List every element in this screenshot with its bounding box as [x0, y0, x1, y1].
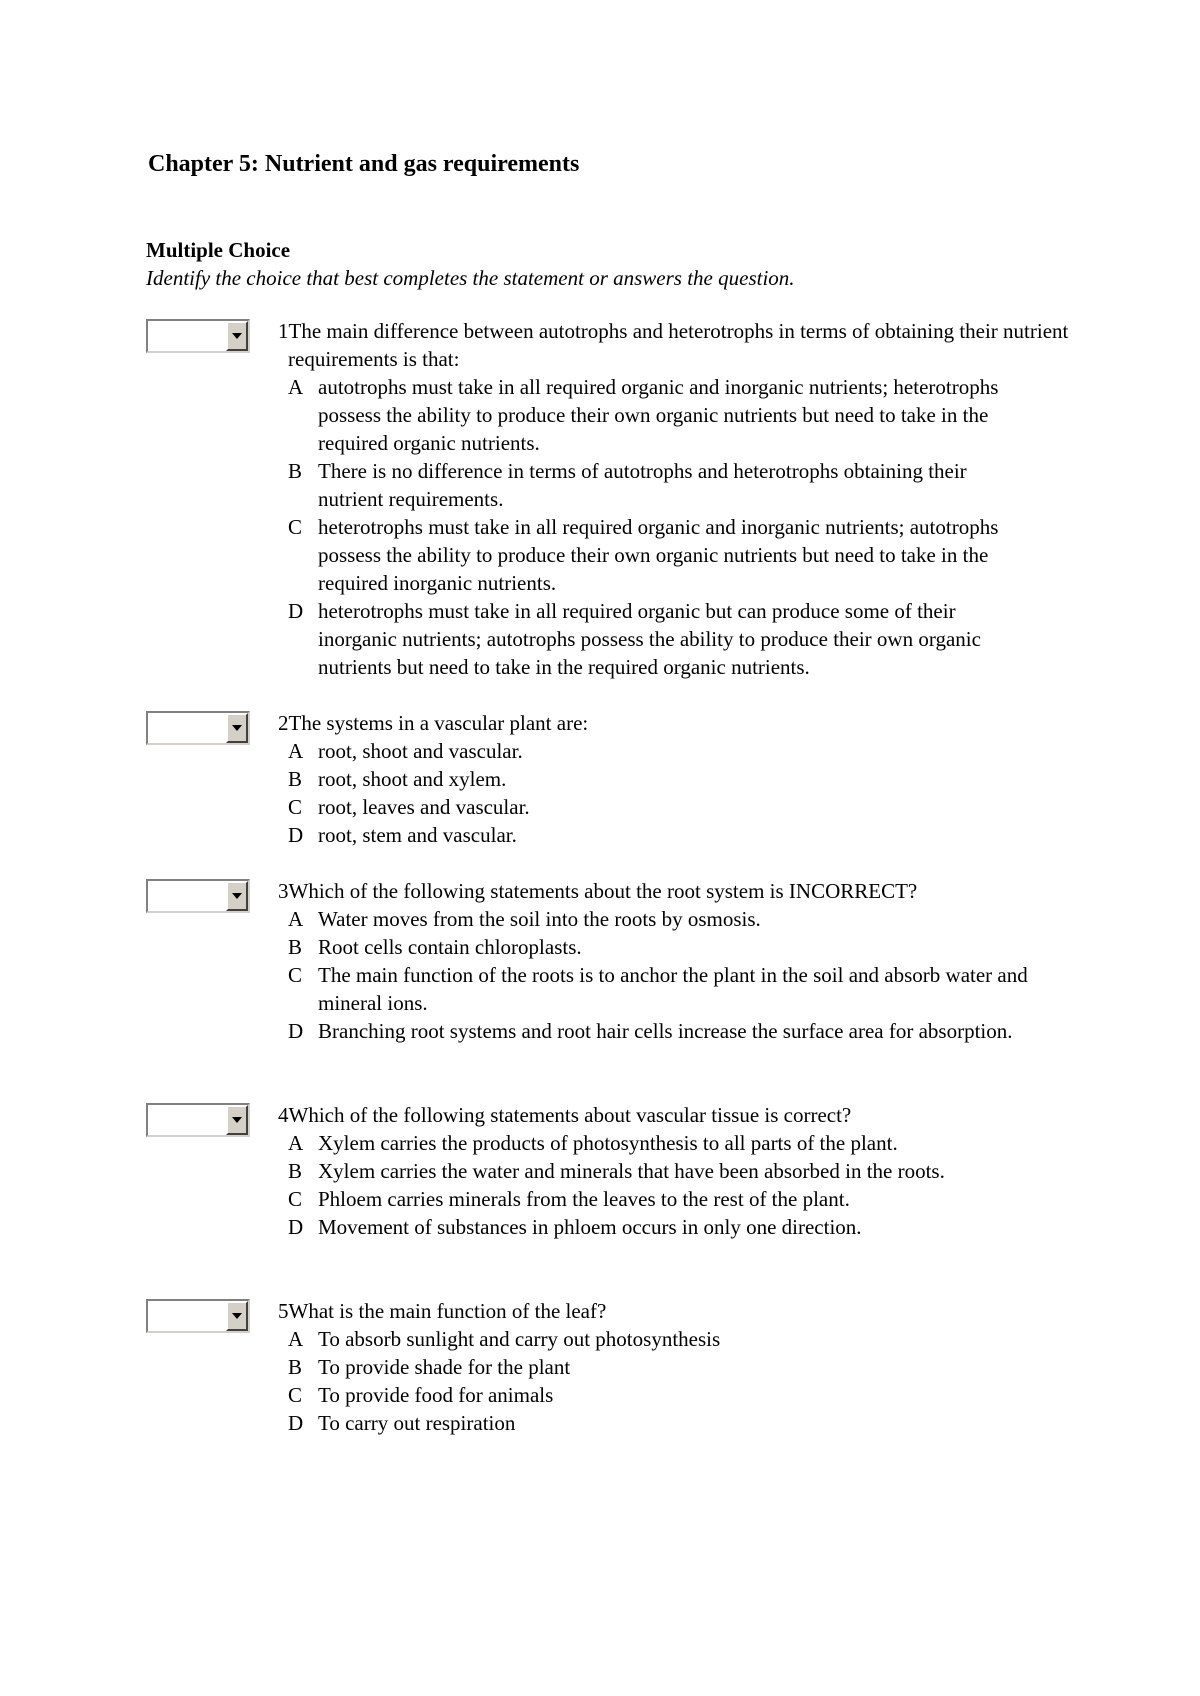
choice-letter: A: [288, 1327, 304, 1351]
question-stem: [278, 1297, 1078, 1325]
section-heading: Multiple Choice: [146, 238, 291, 262]
instructions: Identify the choice that best completes the statement or answers the question.: [146, 266, 795, 290]
chevron-down-icon: [232, 1313, 242, 1319]
question-number: 1: [278, 319, 289, 343]
choice-letter: D: [288, 823, 304, 847]
answer-dropdown-2[interactable]: [146, 711, 250, 745]
choice-text: The main function of the roots is to anchor the plant in the soil and absorb water and mineral ions.: [318, 963, 1028, 1015]
choice-b: [288, 765, 1028, 793]
choice-a: [288, 373, 1028, 457]
choice-a: [288, 1325, 1028, 1353]
choice-letter: D: [288, 599, 304, 623]
choice-text: root, shoot and xylem.: [318, 767, 507, 791]
choice-list: [288, 1129, 1028, 1241]
choice-letter: C: [288, 795, 303, 819]
choice-letter: C: [288, 1187, 303, 1211]
question-stem: [278, 317, 1078, 373]
question-text: The systems in a vascular plant are:: [288, 711, 589, 735]
choice-d: [288, 821, 1028, 849]
choice-letter: C: [288, 1383, 303, 1407]
dropdown-arrow-button[interactable]: [226, 1105, 248, 1135]
choice-letter: D: [288, 1215, 304, 1239]
choice-letter: A: [288, 1131, 304, 1155]
choice-d: [288, 597, 1028, 681]
choice-letter: D: [288, 1411, 304, 1435]
choice-list: [288, 373, 1028, 681]
choice-text: Root cells contain chloroplasts.: [318, 935, 582, 959]
choice-text: heterotrophs must take in all required organic and inorganic nutrients; autotrophs possess the ability to produce their own organic nutrients but need to take in the required inorganic nutrients.: [318, 515, 999, 595]
choice-text: Xylem carries the water and minerals that have been absorbed in the roots.: [318, 1159, 945, 1183]
question-text: The main difference between autotrophs and heterotrophs in terms of obtaining their nutrient requirements is that:: [288, 319, 1069, 371]
choice-letter: B: [288, 1159, 303, 1183]
choice-text: autotrophs must take in all required organic and inorganic nutrients; heterotrophs possess the ability to produce their own organic nutrients but need to take in the required organic nutrients.: [318, 375, 999, 455]
choice-text: There is no difference in terms of autotrophs and heterotrophs obtaining their nutrient requirements.: [318, 459, 967, 511]
choice-text: root, stem and vascular.: [318, 823, 517, 847]
choice-letter: A: [288, 375, 304, 399]
choice-letter: A: [288, 907, 304, 931]
choice-b: [288, 1353, 1028, 1381]
choice-text: root, shoot and vascular.: [318, 739, 523, 763]
choice-text: root, leaves and vascular.: [318, 795, 530, 819]
question-text: Which of the following statements about the root system is INCORRECT?: [288, 879, 918, 903]
choice-text: Phloem carries minerals from the leaves to the rest of the plant.: [318, 1187, 850, 1211]
question-number: 2: [278, 711, 289, 735]
answer-dropdown-4[interactable]: [146, 1103, 250, 1137]
choice-letter: B: [288, 459, 303, 483]
choice-c: [288, 1381, 1028, 1409]
choice-list: [288, 737, 1028, 849]
choice-d: [288, 1409, 1028, 1437]
choice-d: [288, 1017, 1028, 1045]
choice-b: [288, 457, 1028, 513]
choice-letter: C: [288, 515, 303, 539]
choice-text: Branching root systems and root hair cells increase the surface area for absorption.: [318, 1019, 1013, 1043]
choice-text: heterotrophs must take in all required organic but can produce some of their inorganic nutrients; autotrophs possess the ability to produce their own organic nutrients but need to take in the required organic nutrients.: [318, 599, 981, 679]
chevron-down-icon: [232, 893, 242, 899]
choice-c: [288, 793, 1028, 821]
choice-list: [288, 905, 1028, 1045]
chevron-down-icon: [232, 333, 242, 339]
answer-dropdown-5[interactable]: [146, 1299, 250, 1333]
chevron-down-icon: [232, 1117, 242, 1123]
dropdown-arrow-button[interactable]: [226, 321, 248, 351]
choice-letter: B: [288, 1355, 303, 1379]
question-number: 5: [278, 1299, 289, 1323]
choice-text: To carry out respiration: [318, 1411, 516, 1435]
choice-letter: D: [288, 1019, 304, 1043]
choice-b: [288, 1157, 1028, 1185]
answer-dropdown-1[interactable]: [146, 319, 250, 353]
question-text: Which of the following statements about vascular tissue is correct?: [288, 1103, 852, 1127]
dropdown-arrow-button[interactable]: [226, 881, 248, 911]
choice-letter: B: [288, 935, 303, 959]
question-number: 4: [278, 1103, 289, 1127]
choice-text: To provide shade for the plant: [318, 1355, 571, 1379]
page-title: Chapter 5: Nutrient and gas requirements: [148, 151, 580, 177]
choice-letter: B: [288, 767, 303, 791]
choice-letter: C: [288, 963, 303, 987]
choice-text: Water moves from the soil into the roots by osmosis.: [318, 907, 761, 931]
choice-d: [288, 1213, 1028, 1241]
question-stem: [278, 709, 1078, 737]
answer-dropdown-3[interactable]: [146, 879, 250, 913]
question-number: 3: [278, 879, 289, 903]
choice-letter: A: [288, 739, 304, 763]
choice-b: [288, 933, 1028, 961]
choice-c: [288, 513, 1028, 597]
question-text: What is the main function of the leaf?: [288, 1299, 607, 1323]
dropdown-arrow-button[interactable]: [226, 713, 248, 743]
choice-list: [288, 1325, 1028, 1437]
dropdown-arrow-button[interactable]: [226, 1301, 248, 1331]
choice-text: Movement of substances in phloem occurs in only one direction.: [318, 1215, 862, 1239]
choice-text: To absorb sunlight and carry out photosynthesis: [318, 1327, 721, 1351]
choice-a: [288, 905, 1028, 933]
choice-a: [288, 1129, 1028, 1157]
choice-text: To provide food for animals: [318, 1383, 554, 1407]
choice-c: [288, 1185, 1028, 1213]
choice-c: [288, 961, 1028, 1017]
question-stem: [278, 877, 1078, 905]
chevron-down-icon: [232, 725, 242, 731]
choice-a: [288, 737, 1028, 765]
question-stem: [278, 1101, 1078, 1129]
choice-text: Xylem carries the products of photosynthesis to all parts of the plant.: [318, 1131, 898, 1155]
